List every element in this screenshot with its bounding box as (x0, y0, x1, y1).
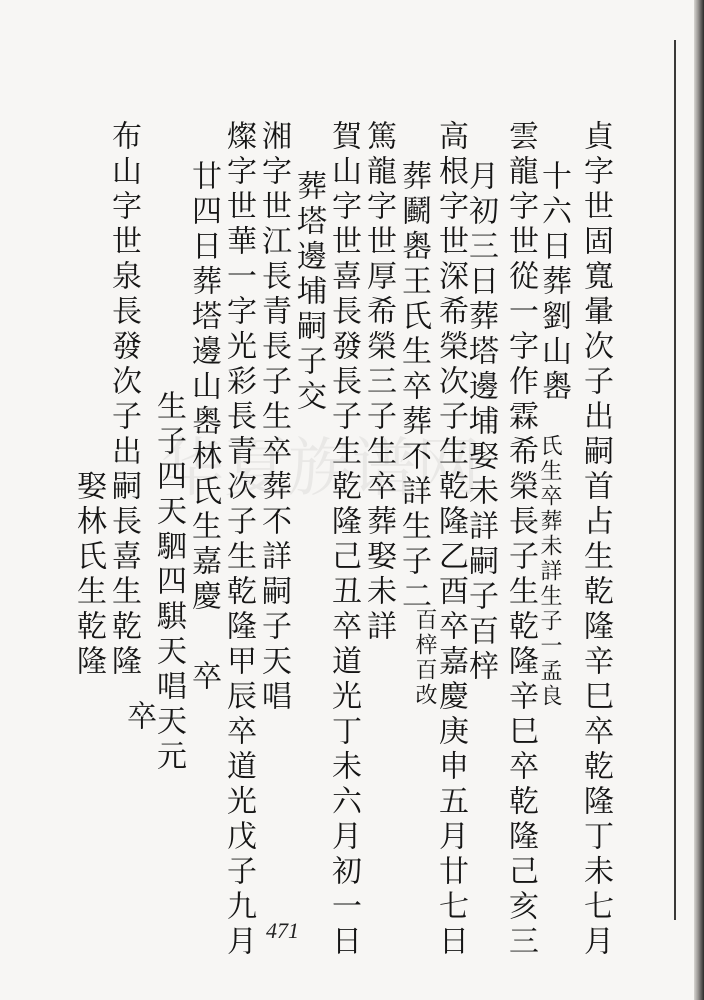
svg-text:华夏族谱网: 华夏族谱网 (160, 432, 480, 506)
text-column-1: 貞字世固寬暈次子出嗣首占生乾隆辛巳卒乾隆丁未七月 (578, 120, 613, 960)
text-column-10: 湘字世江長青長子生卒葬不詳嗣子天唱 (256, 120, 291, 715)
text-column-6-note: 百梓百改 (412, 608, 437, 708)
text-column-5: 高根字世深希榮次子生乾隆乙酉卒嘉慶庚申五月廿七日 (433, 120, 468, 960)
text-column-3: 雲龍字世從一字作霖希榮長子生乾隆辛巳卒乾隆己亥三 (503, 120, 538, 960)
page-number: 471 (266, 918, 299, 943)
text-column-2-note: 氏生卒葬未詳生子一孟良 (537, 434, 562, 709)
text-column-12: 廿四日葬塔邊山嶴林氏生嘉慶 (186, 160, 221, 615)
text-column-15: 娶林氏生乾隆 (71, 470, 106, 680)
text-column-11: 燦字世華一字光彩長青次子生乾隆甲辰卒道光戊子九月 (221, 120, 256, 960)
text-column-2: 十六日葬劉山嶴 (536, 160, 571, 405)
binding-edge (694, 0, 704, 1000)
text-column-7: 篤龍字世厚希榮三子生卒葬娶未詳 (361, 120, 396, 645)
text-column-4: 月初三日葬塔邊埔娶未詳嗣子百梓 (463, 160, 498, 685)
text-column-14: 布山字世泉長發次子出嗣長喜生乾隆 (106, 120, 141, 680)
text-column-13: 生子四天駟四騏天唱天元 (151, 390, 186, 775)
text-column-9: 葬塔邊埔嗣子交 (291, 170, 326, 415)
border-line (674, 40, 676, 920)
text-column-6: 葬鬬嶴王氏生卒葬不詳生子二 (396, 160, 431, 615)
text-column-12-note: 卒 (186, 660, 221, 695)
text-column-8: 賀山字世喜長發長子生乾隆己丑卒道光丁未六月初一日 (326, 120, 361, 960)
text-column-14-note: 卒 (121, 700, 156, 735)
